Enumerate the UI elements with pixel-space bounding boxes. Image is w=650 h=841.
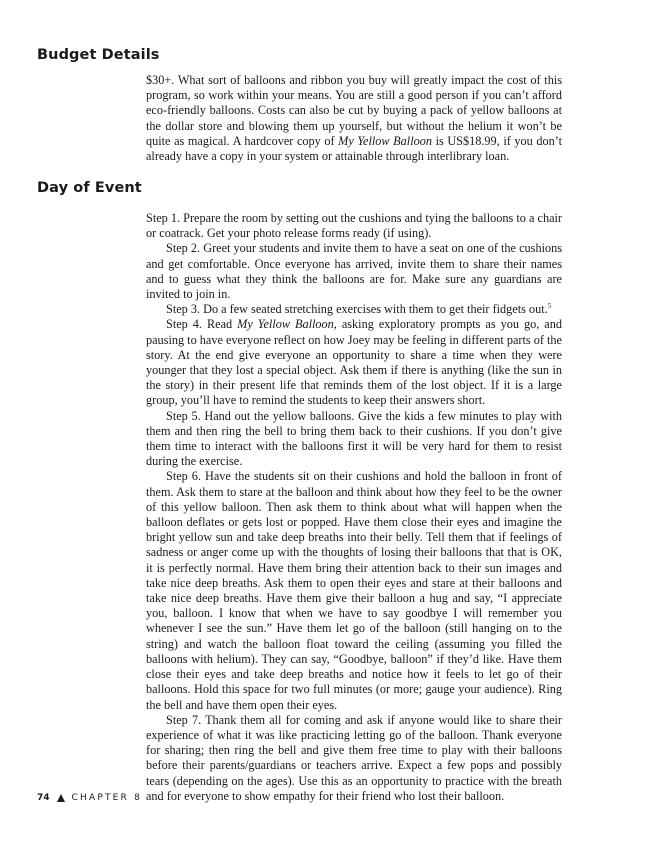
step-4-text-part-2: asking exploratory prompts as you go, and pausing to have everyone reflect on how Joey may be feeling in different parts of the story. At the end give everyone an opportunity to share a time when they were younger that they lost a special object. Ask them if there is anything (like the sun in the story) in their present life that reminds them of the lost object. If it is a large group, you’ll have to remind the students to keep their answers short. bbox=[146, 317, 562, 408]
step-4-paragraph bbox=[146, 317, 562, 408]
budget-text-part-2: is US$18.99, if you don’t already have a copy in your system or attainable through interlibrary loan. bbox=[146, 133, 562, 164]
chapter-label: CHAPTER 8 bbox=[71, 793, 142, 803]
page-footer bbox=[37, 791, 142, 805]
budget-details-body bbox=[146, 73, 562, 164]
triangle-icon bbox=[57, 794, 65, 802]
budget-details-heading: Budget Details bbox=[37, 47, 160, 63]
day-of-event-body bbox=[146, 211, 562, 804]
step-4-text-part-1: Step 4. Read bbox=[166, 317, 238, 332]
page-number: 74 bbox=[37, 793, 50, 803]
step-1-paragraph: Step 1. Prepare the room by setting out the cushions and tying the balloons to a chair or coatrack. Get your photo release forms ready (if using). bbox=[146, 211, 562, 241]
step-7-paragraph: Step 7. Thank them all for coming and ask if anyone would like to share their experience of what it was like practicing letting go of the balloon. Thank everyone for sharing; then ring the bell and give them free time to play with their balloons before their parents/guardians or teachers arrive. Expect a few pops and possibly tears (depending on the ages). Use this as an opportunity to practice with the breath and for everyone to show empathy for their friend who lost their balloon. bbox=[146, 712, 562, 803]
step-6-paragraph: Step 6. Have the students sit on their cushions and hold the balloon in front of them. Ask them to stare at the balloon and think about how they feel to be the owner of this yellow balloon. Then ask them to think about what will happen when the balloon deflates or gets lost or popped. Have them close their eyes and imagine the bright yellow sun and take deep breaths into their belly. Tell them that if feelings of sadness or anger come up with the thoughts of losing their balloons that that is OK, it is perfectly normal. Have them bring their attention back to their sun images and take nice deep breaths. Ask them to open their eyes and stare at their balloons and take nice deep breaths. Have them give their balloon a hug and say, “I appreciate you, balloon. I know that when we have to say goodbye I will remember you whenever I see the sun.” Have them let go of the balloon (still hanging on to the string) and watch the balloon float toward the ceiling (assuming you filled the balloons with helium). They can say, “Goodbye, balloon” if they’d like. Have them close their eyes and take deep breaths and notice how it feels to let go of their balloons. Hold this space for two full minutes (or more; gauge your audience). Ring the bell and have them open their eyes. bbox=[146, 469, 562, 712]
step-3-paragraph bbox=[146, 302, 562, 317]
budget-text-part-1: $30+. What sort of balloons and ribbon you buy will greatly impact the cost of this program, so work within your means. You are still a good person if you can’t afford eco-friendly balloons. Costs can also be cut by buying a pack of yellow balloons at the dollar store and blowing them up yourself, but without the helium it won’t be quite as magical. A hardcover copy of bbox=[146, 73, 562, 148]
step-3-text: Step 3. Do a few seated stretching exercises with them to get their fidgets out. bbox=[166, 302, 548, 317]
footnote-marker: 5 bbox=[547, 302, 552, 311]
book-title: My Yellow Balloon bbox=[338, 133, 432, 148]
step-5-paragraph: Step 5. Hand out the yellow balloons. Give the kids a few minutes to play with them and then ring the bell to bring them back to their cushions. If you don’t give them time to interact with the balloons first it will be very hard for them to resist during the exercise. bbox=[146, 408, 562, 469]
step-2-paragraph: Step 2. Greet your students and invite them to have a seat on one of the cushions and get comfortable. Once everyone has arrived, invite them to share their names and to guess what they think the balloons are for. Make sure any guardians are invited to join in. bbox=[146, 241, 562, 302]
step-4-book-title: My Yellow Balloon, bbox=[237, 317, 337, 332]
budget-paragraph bbox=[146, 73, 562, 164]
day-of-event-heading: Day of Event bbox=[37, 180, 142, 196]
